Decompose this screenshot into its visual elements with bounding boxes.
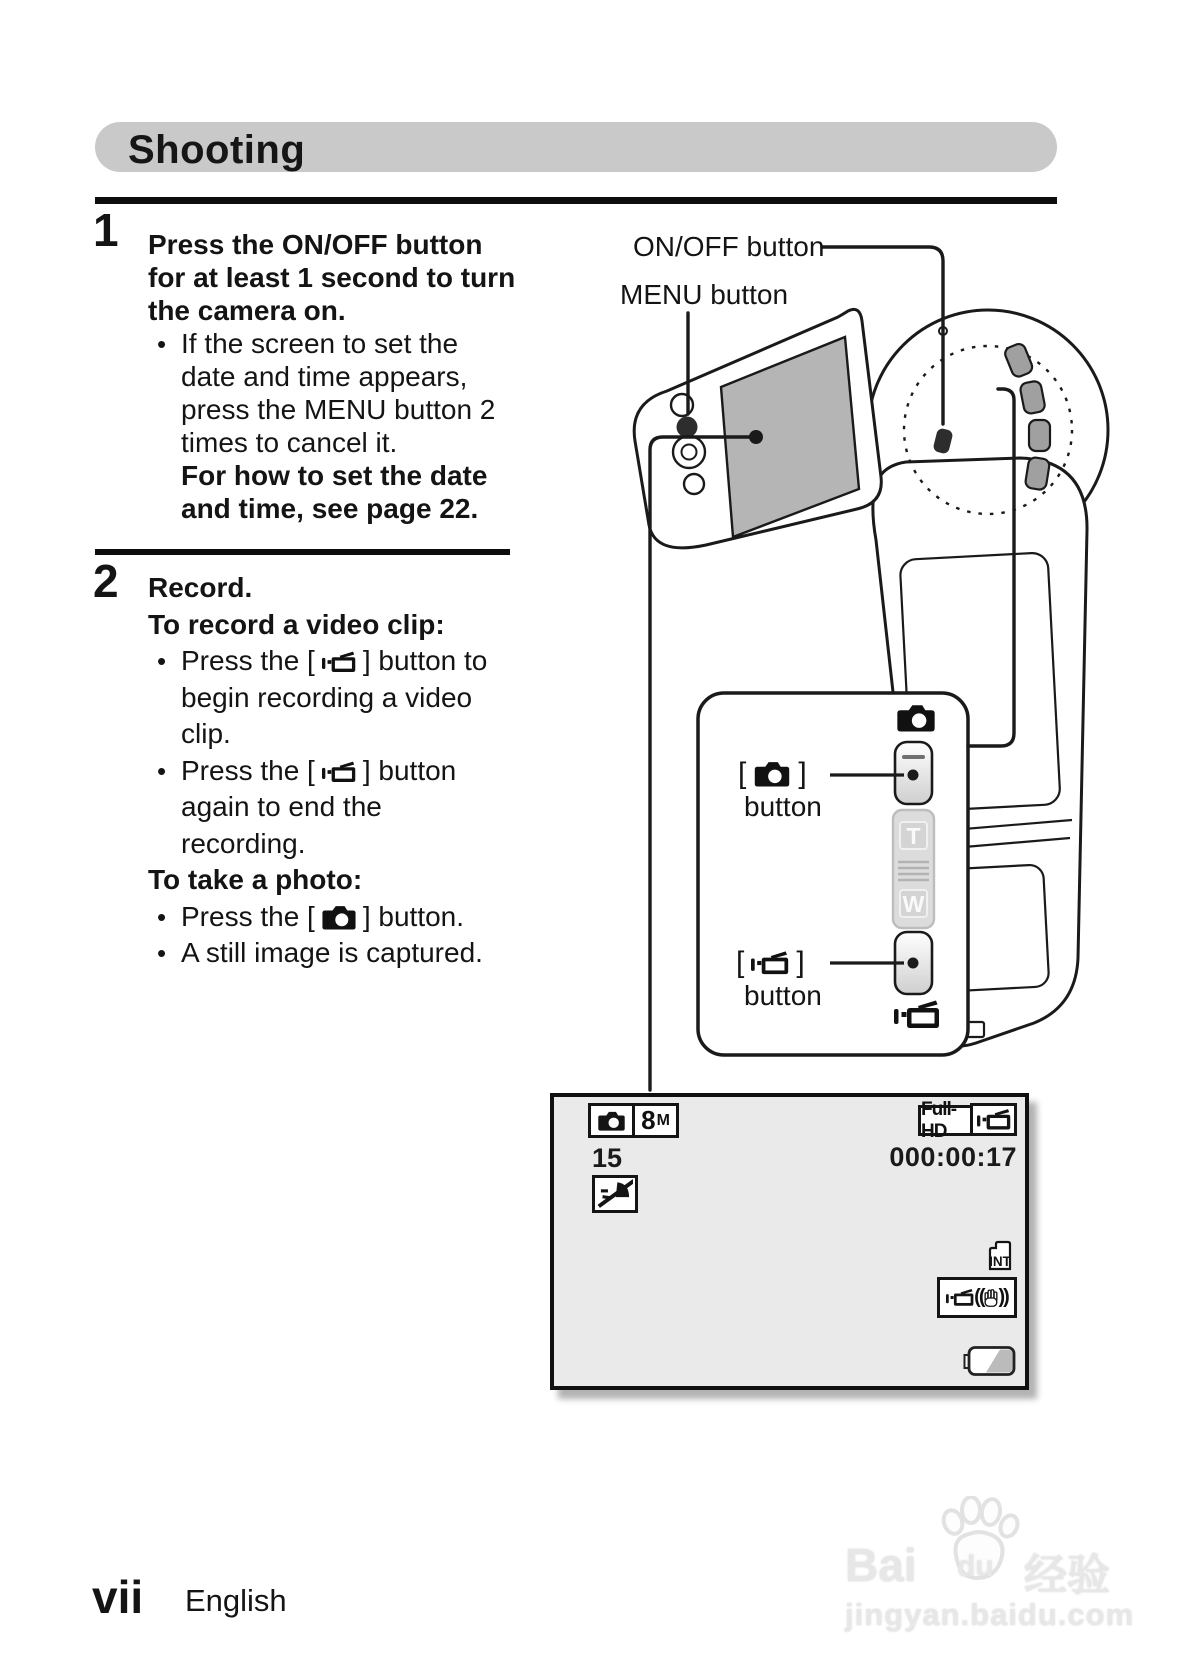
video-camera-icon (322, 650, 356, 674)
watermark-cjk: 经验 (1024, 1552, 1110, 1600)
stabilizer-paren: )) (998, 1286, 1008, 1308)
bullet-dot: • (157, 329, 167, 359)
screen-callout-dot (749, 430, 763, 444)
remaining-shots: 15 (592, 1143, 623, 1173)
recorded-time: 000:00:17 (889, 1142, 1017, 1172)
text-segment: Press the [ (181, 901, 315, 932)
button-diagram (698, 693, 968, 1055)
video-mode-label: Full-HD (921, 1098, 957, 1142)
step2-bullet-line (181, 646, 487, 675)
language-label: English (185, 1583, 287, 1618)
bullet-dot: • (157, 646, 167, 676)
zoom-wide-label: W (902, 891, 925, 917)
stabilizer-paren: (( (974, 1286, 984, 1308)
camera-icon (322, 905, 356, 930)
text-segment: Press the [ (181, 755, 315, 786)
video-button-label (736, 947, 805, 979)
divider-top (95, 197, 1057, 204)
section-title-bar (95, 122, 1057, 172)
text-segment: ] button. (362, 901, 465, 932)
text-segment: ] button (362, 755, 457, 786)
text-segment: Press the [ (181, 645, 315, 676)
bracket: [ (738, 757, 747, 790)
photo-mode-icon-box (588, 1103, 635, 1138)
step2-bullet-line: A still image is captured. (181, 937, 483, 968)
step1-note-line: and time, see page 22. (181, 493, 479, 524)
text-segment: ] button to (362, 645, 488, 676)
step1-bullet-line: times to cancel it. (181, 427, 398, 458)
resolution-box (632, 1103, 679, 1138)
step1-bullet-line: If the screen to set the (181, 328, 459, 359)
menu-button-label: MENU button (620, 279, 789, 310)
bracket: [ (736, 946, 745, 979)
lcd-screen-display (550, 1093, 1029, 1390)
camera-icon (598, 1111, 625, 1131)
battery-icon (963, 1345, 1017, 1377)
video-camera-icon (946, 1288, 974, 1307)
image-stabilizer-icon (984, 1288, 999, 1308)
watermark-url: jingyan.baidu.com (845, 1597, 1135, 1632)
step2-heading: Record. (148, 572, 253, 603)
stabilizer-box (937, 1277, 1017, 1318)
flash-off-icon (597, 1179, 633, 1209)
page-title: Shooting (128, 128, 306, 172)
step2-video-title: To record a video clip: (148, 609, 445, 640)
internal-memory-icon (987, 1240, 1013, 1272)
step1-heading-line: Press the ON/OFF button (148, 229, 483, 260)
onoff-button-label: ON/OFF button (633, 231, 825, 262)
step2-bullet-line: again to end the (181, 791, 382, 822)
step2-bullet-line (181, 756, 456, 785)
step1-note-line: For how to set the date (181, 460, 488, 491)
video-icon-box (970, 1103, 1017, 1136)
watermark-brand: Bai (845, 1539, 917, 1591)
memory-label: INT (989, 1254, 1011, 1269)
bullet-dot: • (157, 756, 167, 786)
step1-bullet-line: press the MENU button 2 (181, 394, 496, 425)
video-camera-icon (322, 760, 356, 784)
resolution-unit: M (656, 1111, 670, 1129)
resolution-value: 8 (641, 1105, 656, 1135)
photo-button-caption: button (744, 791, 822, 822)
step2-bullet-line: recording. (181, 828, 306, 859)
zoom-rocker (893, 810, 934, 928)
bullet-dot: • (157, 902, 167, 932)
video-mode-box (918, 1098, 973, 1142)
bracket: ] (798, 757, 807, 790)
step2-photo-title: To take a photo: (148, 864, 363, 895)
bracket: ] (796, 946, 805, 979)
flash-off-box (592, 1175, 638, 1213)
step2-bullet-line (181, 902, 464, 931)
step2-bullet-line: begin recording a video (181, 682, 473, 713)
step2-bullet-line: clip. (181, 718, 231, 749)
video-button-caption: button (744, 980, 822, 1011)
zoom-tele-label: T (906, 823, 921, 849)
bullet-dot: • (157, 938, 167, 968)
step1-number: 1 (93, 204, 119, 256)
divider-step2 (95, 549, 510, 555)
photo-button-label (738, 758, 807, 790)
step1-heading-line: for at least 1 second to turn (148, 262, 516, 293)
video-camera-icon (751, 950, 789, 976)
menu-button-drawing (677, 417, 698, 438)
page-number: vii (92, 1571, 144, 1623)
step1-bullet-line: date and time appears, (181, 361, 468, 392)
video-camera-icon (977, 1108, 1011, 1131)
step1-heading-line: the camera on. (148, 295, 346, 326)
camera-icon (754, 761, 790, 787)
watermark-brand-2: du (957, 1550, 994, 1583)
step2-number: 2 (93, 555, 119, 607)
